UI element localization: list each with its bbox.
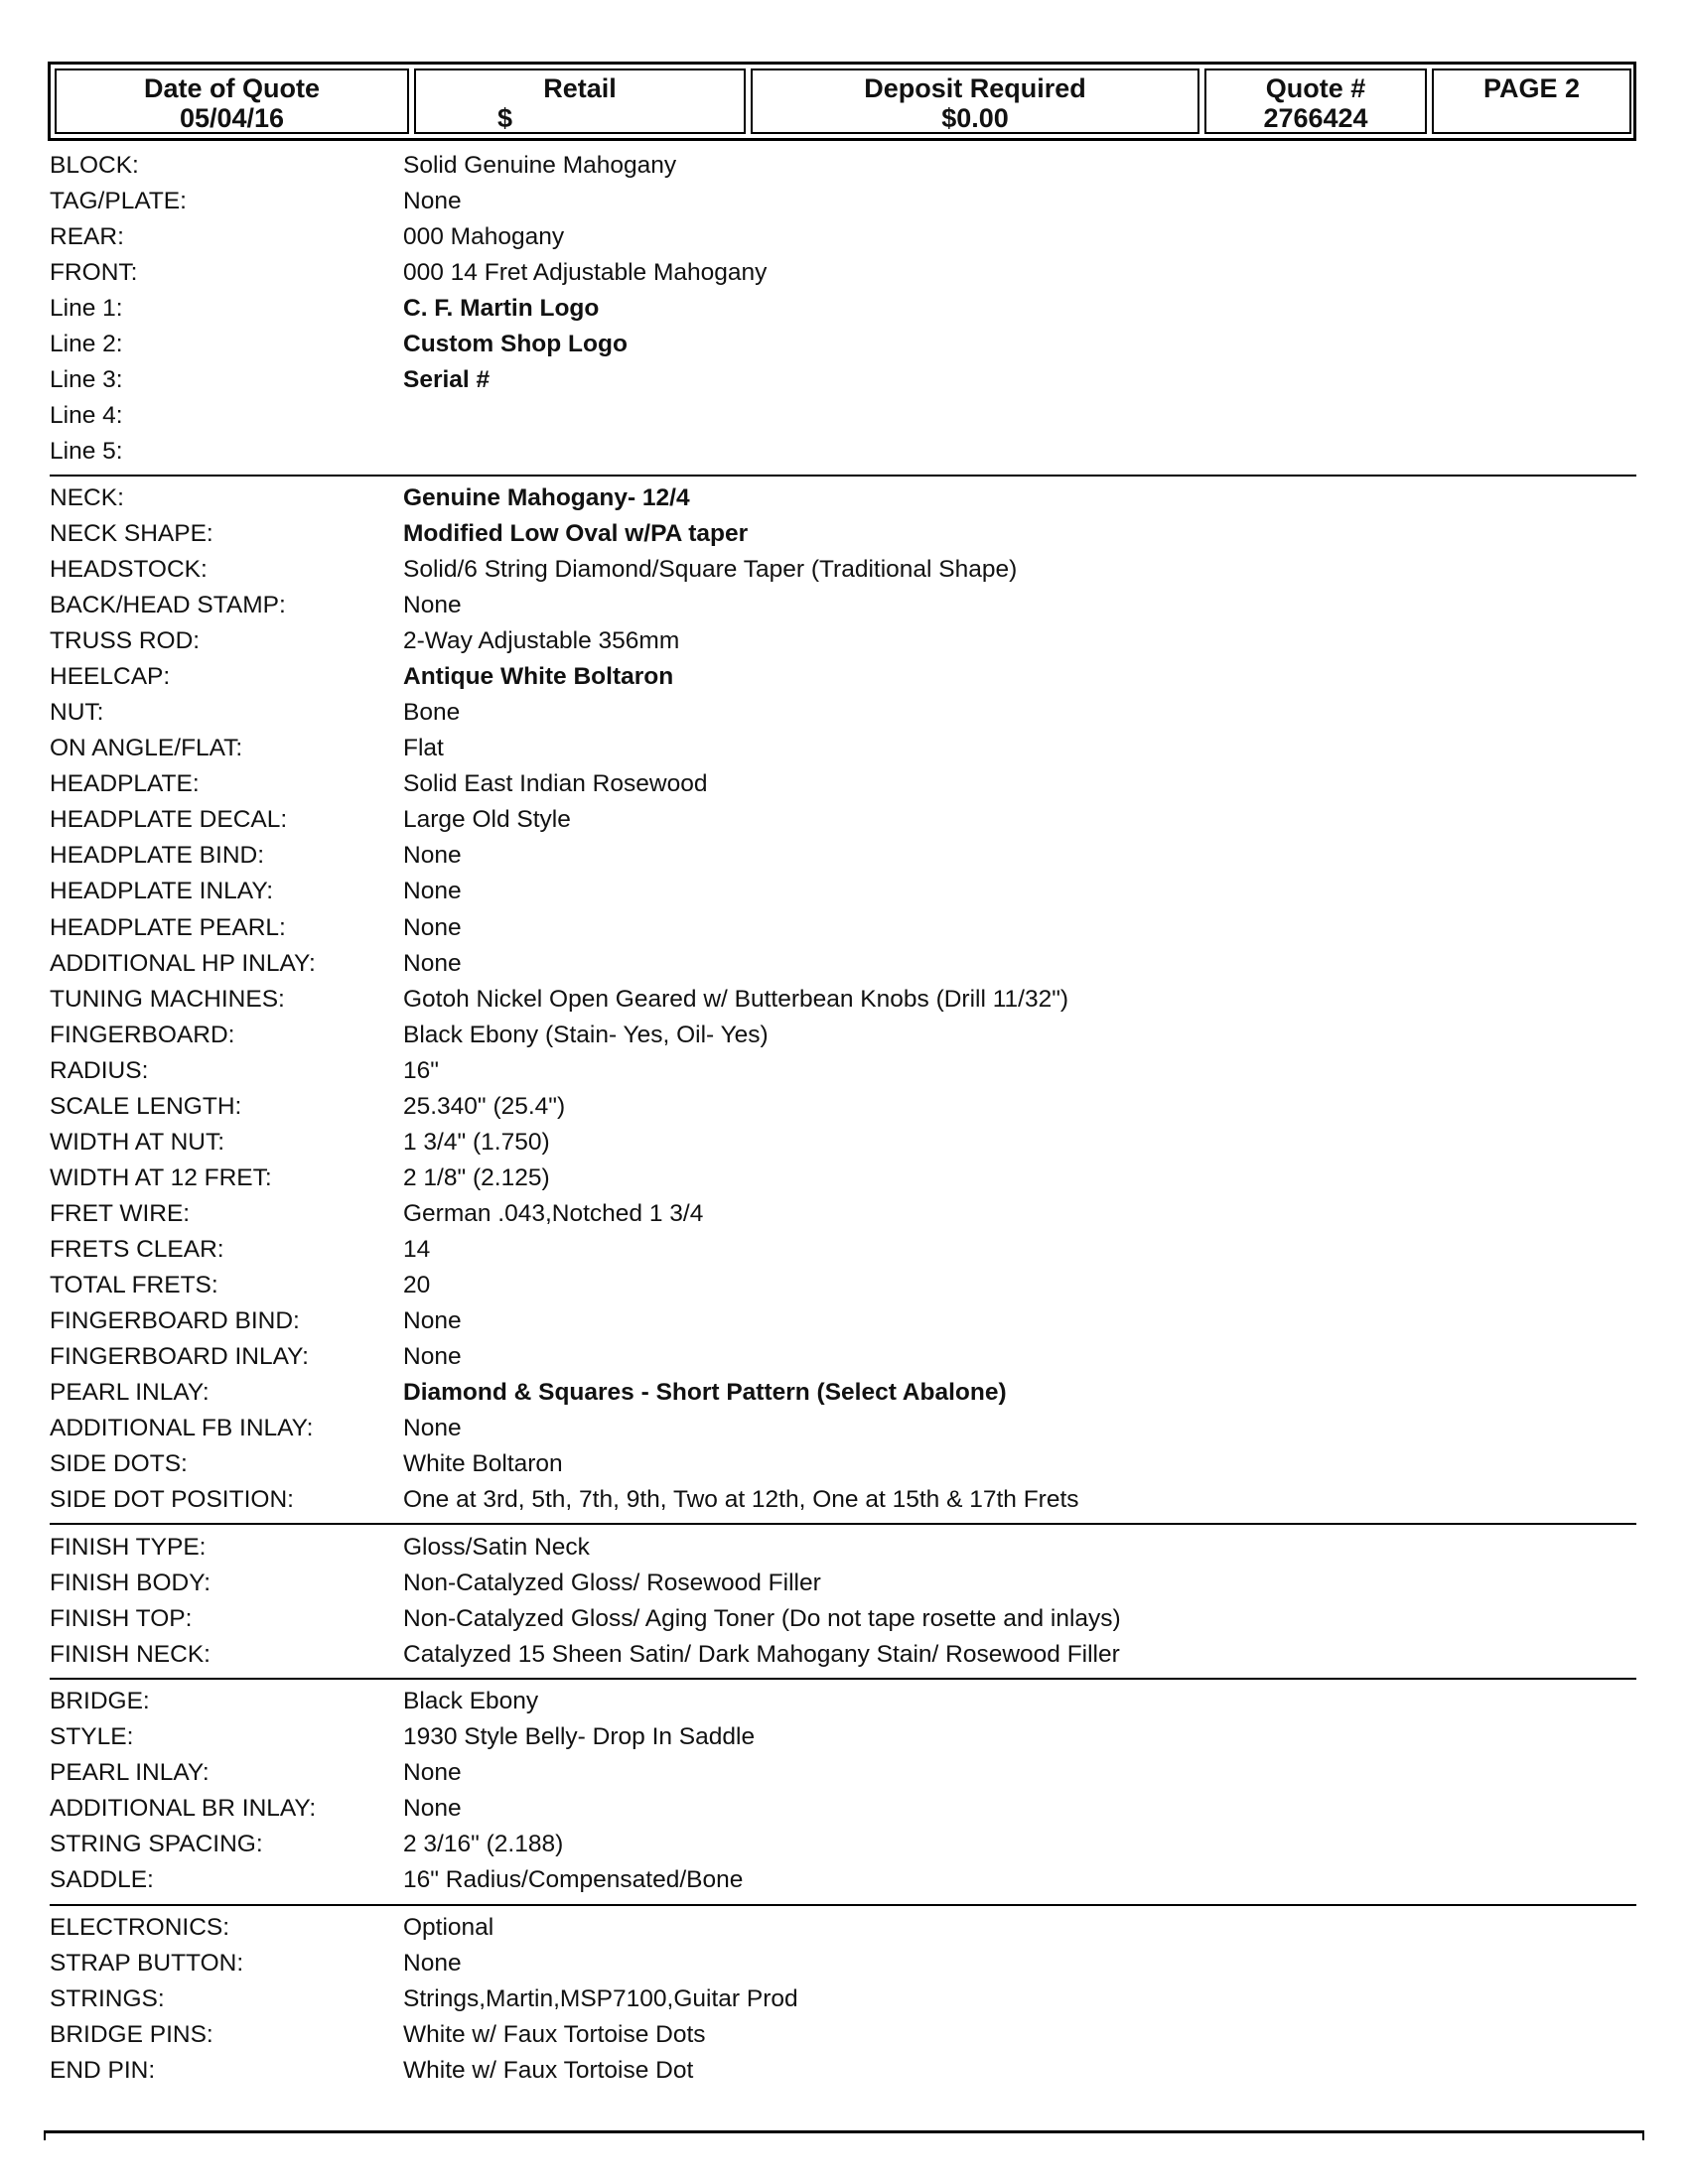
- spec-value: None: [403, 188, 462, 214]
- spec-row: [50, 1303, 1638, 1339]
- spec-label: ADDITIONAL BR INLAY:: [50, 1795, 317, 1822]
- spec-value: None: [403, 842, 462, 869]
- spec-label: Line 5:: [50, 438, 123, 465]
- spec-label: HEADPLATE PEARL:: [50, 914, 286, 941]
- spec-value: 000 Mahogany: [403, 223, 565, 250]
- spec-row: [50, 1910, 1638, 1946]
- spec-row: [50, 1981, 1638, 2017]
- spec-label: END PIN:: [50, 2057, 156, 2084]
- spec-value: 2 1/8" (2.125): [403, 1164, 550, 1191]
- page-label: PAGE 2: [1482, 73, 1581, 103]
- spec-row: [50, 1791, 1638, 1827]
- spec-value: Gloss/Satin Neck: [403, 1534, 590, 1561]
- spec-label: BACK/HEAD STAMP:: [50, 592, 286, 618]
- spec-label: ADDITIONAL HP INLAY:: [50, 950, 316, 977]
- spec-label: SADDLE:: [50, 1866, 154, 1893]
- spec-row: [50, 255, 1638, 291]
- spec-label: TOTAL FRETS:: [50, 1272, 218, 1298]
- spec-label: FINISH BODY:: [50, 1570, 211, 1596]
- spec-value: 1 3/4" (1.750): [403, 1129, 550, 1156]
- spec-label: NUT:: [50, 699, 104, 726]
- spec-row: [50, 1827, 1638, 1862]
- spec-row: [50, 1862, 1638, 1898]
- spec-value: Custom Shop Logo: [403, 331, 628, 357]
- spec-row: [50, 2053, 1638, 2089]
- spec-label: HEELCAP:: [50, 663, 171, 690]
- spec-row: [50, 766, 1638, 802]
- spec-value: 16": [403, 1057, 439, 1084]
- section-divider: [50, 1678, 1636, 1680]
- spec-label: Line 1:: [50, 295, 123, 322]
- spec-row: [50, 327, 1638, 362]
- spec-label: HEADPLATE INLAY:: [50, 878, 274, 904]
- spec-label: FINISH NECK:: [50, 1641, 211, 1668]
- spec-label: TRUSS ROD:: [50, 627, 201, 654]
- spec-row: [50, 695, 1638, 731]
- retail-box: [414, 68, 746, 134]
- spec-row: [50, 1637, 1638, 1673]
- spec-row: [50, 434, 1638, 470]
- spec-value: Flat: [403, 735, 444, 761]
- spec-row: [50, 1375, 1638, 1411]
- spec-label: SIDE DOTS:: [50, 1450, 188, 1477]
- spec-label: TUNING MACHINES:: [50, 986, 285, 1013]
- spec-value: 20: [403, 1272, 431, 1298]
- date-of-quote-label: Date of Quote: [143, 73, 320, 103]
- spec-value: None: [403, 1795, 462, 1822]
- spec-value: Black Ebony (Stain- Yes, Oil- Yes): [403, 1022, 769, 1048]
- spec-row: [50, 184, 1638, 219]
- spec-row: [50, 1339, 1638, 1375]
- spec-label: HEADPLATE BIND:: [50, 842, 265, 869]
- spec-row: [50, 398, 1638, 434]
- spec-label: BLOCK:: [50, 152, 139, 179]
- spec-row: [50, 874, 1638, 909]
- spec-label: FINGERBOARD:: [50, 1022, 235, 1048]
- spec-row: [50, 623, 1638, 659]
- spec-label: ELECTRONICS:: [50, 1914, 230, 1941]
- footer-rule: [44, 2130, 1644, 2140]
- page-box: [1432, 68, 1631, 134]
- spec-row: [50, 1018, 1638, 1053]
- spec-value: None: [403, 1950, 462, 1977]
- spec-value: 2-Way Adjustable 356mm: [403, 627, 680, 654]
- spec-label: NECK SHAPE:: [50, 520, 213, 547]
- spec-label: BRIDGE PINS:: [50, 2021, 213, 2048]
- spec-label: STRAP BUTTON:: [50, 1950, 244, 1977]
- spec-label: WIDTH AT 12 FRET:: [50, 1164, 272, 1191]
- spec-value: German .043,Notched 1 3/4: [403, 1200, 704, 1227]
- spec-label: STRING SPACING:: [50, 1831, 263, 1857]
- spec-row: [50, 552, 1638, 588]
- spec-value: Solid/6 String Diamond/Square Taper (Traditional Shape): [403, 556, 1018, 583]
- spec-row: [50, 1601, 1638, 1637]
- spec-row: [50, 1232, 1638, 1268]
- spec-value: One at 3rd, 5th, 7th, 9th, Two at 12th, One at 15th & 17th Frets: [403, 1486, 1079, 1513]
- spec-label: STYLE:: [50, 1723, 134, 1750]
- spec-value: None: [403, 1759, 462, 1786]
- spec-value: None: [403, 1307, 462, 1334]
- spec-label: PEARL INLAY:: [50, 1759, 210, 1786]
- spec-value: White Boltaron: [403, 1450, 563, 1477]
- spec-value: Genuine Mahogany- 12/4: [403, 484, 690, 511]
- spec-value: Optional: [403, 1914, 494, 1941]
- spec-row: [50, 1196, 1638, 1232]
- spec-label: Line 2:: [50, 331, 123, 357]
- spec-row: [50, 1446, 1638, 1482]
- section-divider: [50, 1523, 1636, 1525]
- quote-number-value: 2766424: [1263, 103, 1368, 133]
- spec-row: [50, 1160, 1638, 1196]
- spec-value: Strings,Martin,MSP7100,Guitar Prod: [403, 1985, 798, 2012]
- spec-value: 25.340" (25.4"): [403, 1093, 566, 1120]
- spec-row: [50, 910, 1638, 946]
- spec-value: 000 14 Fret Adjustable Mahogany: [403, 259, 768, 286]
- spec-label: ADDITIONAL FB INLAY:: [50, 1415, 314, 1441]
- spec-value: None: [403, 914, 462, 941]
- spec-row: [50, 802, 1638, 838]
- spec-value: Non-Catalyzed Gloss/ Aging Toner (Do not tape rosette and inlays): [403, 1605, 1121, 1632]
- spec-label: NECK:: [50, 484, 124, 511]
- spec-label: WIDTH AT NUT:: [50, 1129, 225, 1156]
- spec-value: Solid Genuine Mahogany: [403, 152, 677, 179]
- spec-row: [50, 291, 1638, 327]
- spec-row: [50, 1268, 1638, 1303]
- spec-value: None: [403, 950, 462, 977]
- spec-value: Solid East Indian Rosewood: [403, 770, 708, 797]
- spec-value: Modified Low Oval w/PA taper: [403, 520, 749, 547]
- spec-label: SIDE DOT POSITION:: [50, 1486, 294, 1513]
- spec-row: [50, 1755, 1638, 1791]
- spec-label: Line 4:: [50, 402, 123, 429]
- spec-value: White w/ Faux Tortoise Dots: [403, 2021, 706, 2048]
- spec-label: TAG/PLATE:: [50, 188, 187, 214]
- spec-row: [50, 480, 1638, 516]
- quote-number-box: [1204, 68, 1427, 134]
- spec-row: [50, 838, 1638, 874]
- spec-value: Antique White Boltaron: [403, 663, 674, 690]
- spec-label: STRINGS:: [50, 1985, 165, 2012]
- spec-row: [50, 1411, 1638, 1446]
- spec-value: None: [403, 1343, 462, 1370]
- spec-label: FRETS CLEAR:: [50, 1236, 224, 1263]
- spec-label: FINGERBOARD INLAY:: [50, 1343, 309, 1370]
- spec-row: [50, 1482, 1638, 1518]
- spec-label: PEARL INLAY:: [50, 1379, 210, 1406]
- spec-value: 1930 Style Belly- Drop In Saddle: [403, 1723, 756, 1750]
- date-of-quote-value: 05/04/16: [179, 103, 285, 133]
- deposit-value: $0.00: [941, 103, 1009, 133]
- spec-value: Black Ebony: [403, 1688, 539, 1714]
- deposit-label: Deposit Required: [864, 73, 1086, 103]
- spec-value: 16" Radius/Compensated/Bone: [403, 1866, 744, 1893]
- spec-row: [50, 516, 1638, 552]
- spec-value: White w/ Faux Tortoise Dot: [403, 2057, 694, 2084]
- spec-row: [50, 982, 1638, 1018]
- retail-label: Retail: [543, 73, 617, 103]
- spec-row: [50, 659, 1638, 695]
- section-divider: [50, 1904, 1636, 1906]
- spec-row: [50, 1684, 1638, 1719]
- spec-row: [50, 1946, 1638, 1981]
- spec-label: HEADPLATE DECAL:: [50, 806, 288, 833]
- spec-row: [50, 731, 1638, 766]
- quote-number-label: Quote #: [1265, 73, 1366, 103]
- spec-label: FRONT:: [50, 259, 138, 286]
- spec-label: RADIUS:: [50, 1057, 149, 1084]
- spec-label: HEADSTOCK:: [50, 556, 208, 583]
- spec-value: Diamond & Squares - Short Pattern (Select Abalone): [403, 1379, 1007, 1406]
- spec-row: [50, 1566, 1638, 1601]
- spec-row: [50, 2017, 1638, 2053]
- spec-label: SCALE LENGTH:: [50, 1093, 242, 1120]
- spec-value: Gotoh Nickel Open Geared w/ Butterbean Knobs (Drill 11/32"): [403, 986, 1069, 1013]
- spec-label: HEADPLATE:: [50, 770, 200, 797]
- spec-value: Serial #: [403, 366, 491, 393]
- spec-row: [50, 1719, 1638, 1755]
- spec-row: [50, 1125, 1638, 1160]
- spec-row: [50, 1053, 1638, 1089]
- spec-row: [50, 219, 1638, 255]
- date-of-quote-box: [55, 68, 409, 134]
- retail-value: $: [497, 103, 513, 133]
- spec-label: ON ANGLE/FLAT:: [50, 735, 243, 761]
- quote-header: [48, 62, 1636, 141]
- spec-row: [50, 946, 1638, 982]
- spec-value: None: [403, 592, 462, 618]
- spec-value: 14: [403, 1236, 431, 1263]
- spec-label: Line 3:: [50, 366, 123, 393]
- spec-value: Bone: [403, 699, 461, 726]
- spec-label: FRET WIRE:: [50, 1200, 191, 1227]
- spec-label: FINGERBOARD BIND:: [50, 1307, 300, 1334]
- spec-row: [50, 362, 1638, 398]
- spec-row: [50, 1530, 1638, 1566]
- spec-label: FINISH TYPE:: [50, 1534, 207, 1561]
- spec-row: [50, 1089, 1638, 1125]
- spec-value: 2 3/16" (2.188): [403, 1831, 564, 1857]
- spec-row: [50, 588, 1638, 623]
- spec-value: Non-Catalyzed Gloss/ Rosewood Filler: [403, 1570, 821, 1596]
- spec-value: None: [403, 878, 462, 904]
- spec-value: C. F. Martin Logo: [403, 295, 600, 322]
- spec-label: REAR:: [50, 223, 124, 250]
- spec-value: Catalyzed 15 Sheen Satin/ Dark Mahogany Stain/ Rosewood Filler: [403, 1641, 1120, 1668]
- spec-value: None: [403, 1415, 462, 1441]
- spec-value: Large Old Style: [403, 806, 571, 833]
- spec-label: BRIDGE:: [50, 1688, 150, 1714]
- deposit-box: [751, 68, 1199, 134]
- spec-label: FINISH TOP:: [50, 1605, 193, 1632]
- section-divider: [50, 475, 1636, 477]
- spec-row: [50, 148, 1638, 184]
